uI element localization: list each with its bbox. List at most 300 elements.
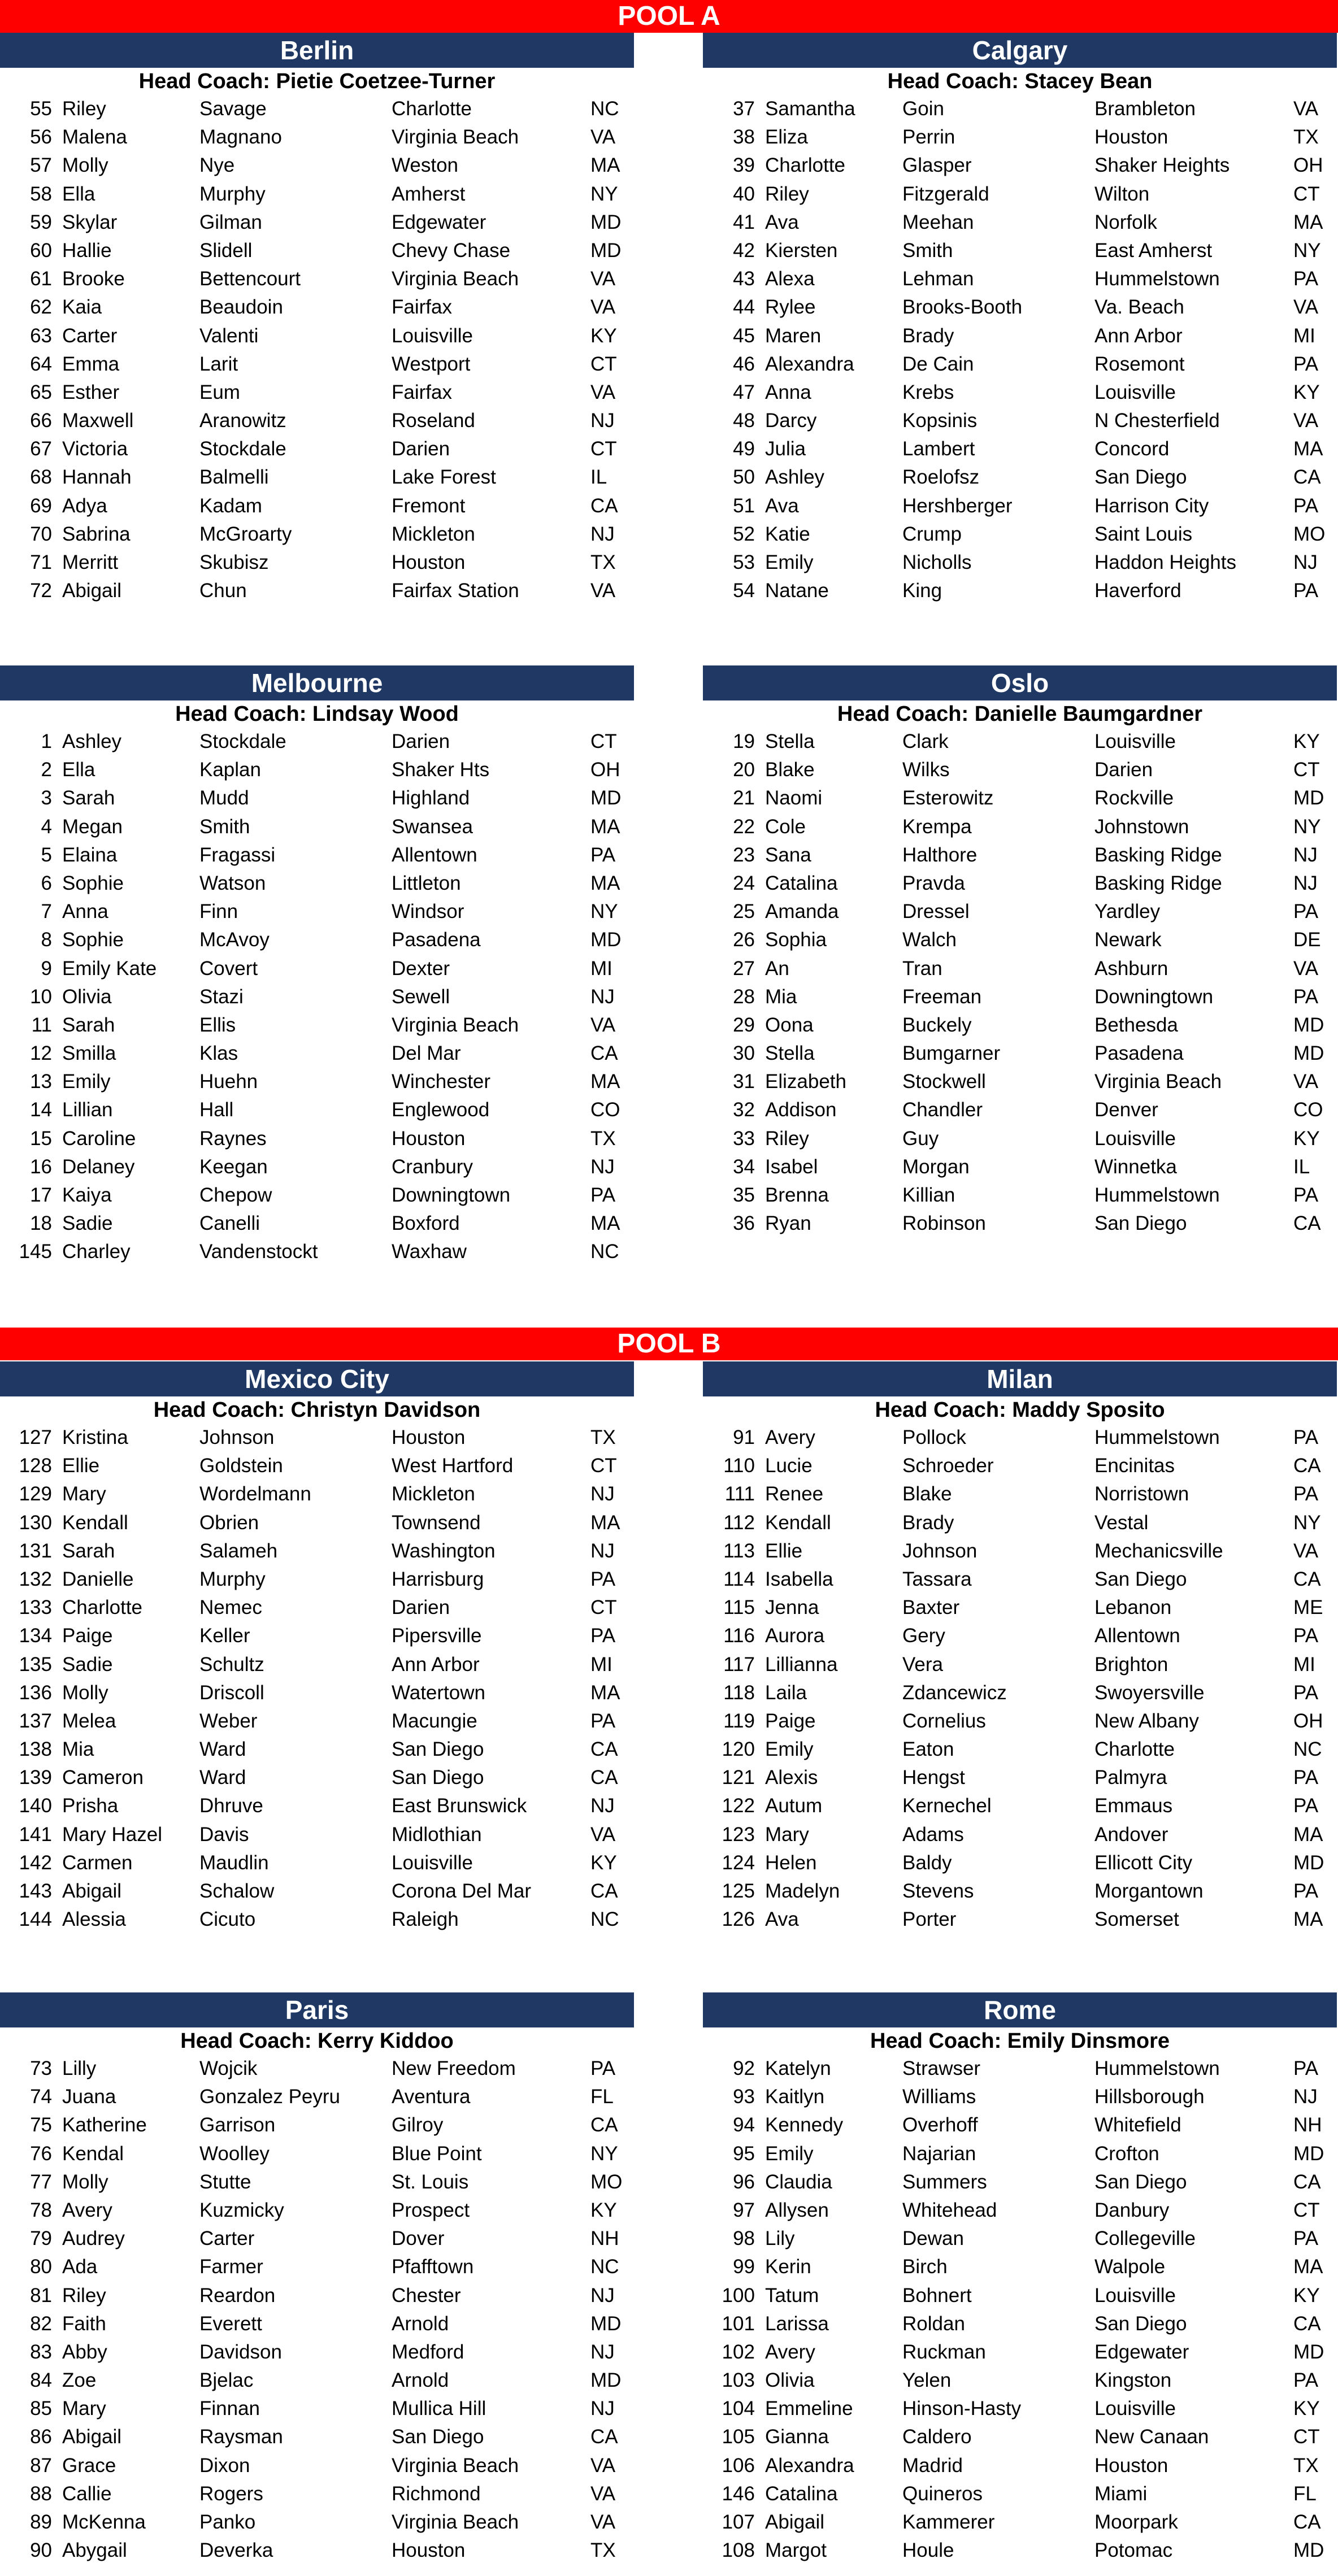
player-row <box>703 1480 1337 1508</box>
state: MD <box>590 787 622 810</box>
player-number: 68 <box>30 466 52 489</box>
player-number: 59 <box>30 211 52 233</box>
first-name: Claudia <box>765 2170 832 2193</box>
roster <box>0 95 634 605</box>
team-milan <box>703 1361 1337 1934</box>
first-name: Paige <box>62 1625 113 1647</box>
last-name: Kuzmicky <box>199 2199 284 2221</box>
first-name: Anna <box>62 900 108 923</box>
player-row <box>0 1651 634 1679</box>
player-number: 30 <box>733 1042 755 1065</box>
player-number: 103 <box>722 2369 755 2392</box>
state: NJ <box>590 523 615 545</box>
state: CA <box>1293 2312 1321 2335</box>
last-name: Killian <box>902 1184 955 1206</box>
player-number: 29 <box>733 1013 755 1036</box>
player-number: 98 <box>733 2227 755 2250</box>
roster <box>703 2055 1337 2565</box>
player-row <box>703 95 1337 123</box>
player-row <box>0 2055 634 2083</box>
last-name: Covert <box>199 957 258 980</box>
state: NJ <box>590 1539 615 1562</box>
last-name: Vandenstockt <box>199 1241 318 1263</box>
last-name: Beaudoin <box>199 296 283 319</box>
player-number: 120 <box>722 1738 755 1761</box>
last-name: Eaton <box>902 1738 954 1761</box>
state: MD <box>1293 2340 1324 2363</box>
city: Allentown <box>1094 1625 1180 1647</box>
last-name: Smith <box>902 239 953 262</box>
player-number: 37 <box>733 98 755 120</box>
state: PA <box>1293 1795 1319 1817</box>
team-name: Calgary <box>703 33 1337 68</box>
state: NC <box>590 98 619 120</box>
city: Mechanicsville <box>1094 1539 1223 1562</box>
city: Townsend <box>392 1511 481 1534</box>
first-name: Skylar <box>62 211 118 233</box>
player-row <box>703 1537 1337 1565</box>
first-name: Larissa <box>765 2312 829 2335</box>
player-number: 51 <box>733 494 755 517</box>
player-number: 95 <box>733 2142 755 2165</box>
city: Bethesda <box>1094 1013 1178 1036</box>
player-row <box>0 813 634 841</box>
state: MO <box>590 2170 623 2193</box>
player-number: 112 <box>723 1511 755 1534</box>
player-number: 139 <box>19 1766 52 1789</box>
player-number: 101 <box>722 2312 755 2335</box>
city: Collegeville <box>1094 2227 1196 2250</box>
first-name: Sabrina <box>62 523 131 545</box>
city: Chevy Chase <box>392 239 511 262</box>
city: San Diego <box>392 2426 484 2448</box>
first-name: Kaia <box>62 296 102 319</box>
player-row <box>0 123 634 151</box>
last-name: Blake <box>902 1483 952 1505</box>
first-name: Emily <box>765 1738 814 1761</box>
first-name: Charlotte <box>765 154 846 177</box>
player-row <box>0 2338 634 2366</box>
state: NJ <box>590 985 615 1008</box>
player-row <box>0 1905 634 1934</box>
state: CA <box>590 494 618 517</box>
first-name: Alexandra <box>765 2454 854 2477</box>
state: CT <box>1293 182 1320 205</box>
state: TX <box>590 1127 616 1150</box>
city: Ann Arbor <box>1094 324 1183 347</box>
player-row <box>0 1209 634 1238</box>
player-row <box>0 1039 634 1068</box>
player-row <box>703 2111 1337 2139</box>
state: VA <box>590 268 616 290</box>
last-name: Birch <box>902 2256 948 2278</box>
state: KY <box>1293 381 1320 403</box>
player-number: 20 <box>733 759 755 781</box>
last-name: Kadam <box>199 494 262 517</box>
last-name: Bettencourt <box>199 268 301 290</box>
state: CT <box>1293 2199 1320 2221</box>
city: Mickleton <box>392 523 475 545</box>
player-number: 43 <box>733 268 755 290</box>
last-name: Glasper <box>902 154 972 177</box>
city: Fremont <box>392 494 466 517</box>
player-row <box>703 2508 1337 2536</box>
last-name: Cornelius <box>902 1709 986 1732</box>
last-name: Stutte <box>199 2170 251 2193</box>
city: Brighton <box>1094 1653 1168 1676</box>
state: CA <box>590 2426 618 2448</box>
city: Swansea <box>392 815 473 838</box>
first-name: Mary <box>62 2397 106 2420</box>
last-name: Stockdale <box>199 730 286 752</box>
first-name: Sadie <box>62 1212 113 1235</box>
first-name: Smilla <box>62 1042 116 1065</box>
state: CA <box>590 1738 618 1761</box>
first-name: Anna <box>765 381 811 403</box>
roster <box>703 1424 1337 1934</box>
player-number: 91 <box>733 1426 755 1448</box>
last-name: Strawser <box>902 2057 981 2079</box>
state: PA <box>1293 1766 1319 1789</box>
last-name: Mudd <box>199 787 249 810</box>
state: NY <box>1293 815 1321 838</box>
player-number: 107 <box>722 2511 755 2533</box>
state: NH <box>590 2227 619 2250</box>
player-number: 111 <box>724 1483 755 1505</box>
last-name: Porter <box>902 1908 957 1931</box>
city: Basking Ridge <box>1094 843 1222 866</box>
player-row <box>0 1424 634 1452</box>
first-name: Ashley <box>765 466 825 489</box>
first-name: Emma <box>62 353 120 375</box>
first-name: Abigail <box>62 2426 122 2448</box>
first-name: Faith <box>62 2312 106 2335</box>
player-number: 138 <box>19 1738 52 1761</box>
last-name: Kopsinis <box>902 410 978 432</box>
state: CT <box>1293 759 1320 781</box>
last-name: Freeman <box>902 985 982 1008</box>
player-number: 126 <box>722 1908 755 1931</box>
player-number: 89 <box>30 2511 52 2533</box>
player-number: 88 <box>30 2482 52 2505</box>
player-row <box>0 784 634 812</box>
last-name: Nye <box>199 154 235 177</box>
city: Va. Beach <box>1094 296 1184 319</box>
state: NY <box>590 2142 618 2165</box>
player-number: 142 <box>19 1851 52 1874</box>
city: Louisville <box>1094 730 1176 752</box>
first-name: Jenna <box>765 1596 819 1619</box>
player-number: 135 <box>19 1653 52 1676</box>
first-name: Esther <box>62 381 120 403</box>
last-name: Brady <box>902 1511 954 1534</box>
last-name: Yelen <box>902 2369 952 2392</box>
city: San Diego <box>1094 466 1187 489</box>
state: CT <box>590 730 617 752</box>
last-name: Slidell <box>199 239 253 262</box>
first-name: Megan <box>62 815 123 838</box>
state: MI <box>1293 1653 1315 1676</box>
city: Johnstown <box>1094 815 1189 838</box>
state: NJ <box>590 1483 615 1505</box>
state: TX <box>590 2539 616 2562</box>
first-name: Ellie <box>62 1455 100 1477</box>
player-row <box>703 1849 1337 1877</box>
city: Del Mar <box>392 1042 461 1065</box>
player-row <box>0 2140 634 2168</box>
player-number: 65 <box>30 381 52 403</box>
player-row <box>0 869 634 898</box>
state: OH <box>1293 1709 1323 1732</box>
player-number: 102 <box>722 2340 755 2363</box>
state: MD <box>1293 1013 1324 1036</box>
player-row <box>703 1707 1337 1735</box>
city: Corona Del Mar <box>392 1880 532 1902</box>
player-row <box>0 1821 634 1849</box>
last-name: King <box>902 580 942 602</box>
first-name: Melea <box>62 1709 116 1732</box>
state: CA <box>1293 466 1321 489</box>
player-row <box>0 898 634 926</box>
city: Charlotte <box>1094 1738 1175 1761</box>
state: NJ <box>1293 2086 1318 2108</box>
player-row <box>703 1679 1337 1707</box>
player-row <box>703 180 1337 208</box>
player-number: 145 <box>19 1241 52 1263</box>
player-row <box>703 2536 1337 2565</box>
city: Englewood <box>392 1099 490 1121</box>
first-name: Carmen <box>62 1851 133 1874</box>
player-number: 63 <box>30 324 52 347</box>
state: KY <box>1293 1127 1320 1150</box>
city: Houston <box>1094 2454 1168 2477</box>
city: Norfolk <box>1094 211 1157 233</box>
player-row <box>703 407 1337 435</box>
last-name: Zdancewicz <box>902 1681 1007 1704</box>
state: MA <box>590 1681 620 1704</box>
player-number: 35 <box>733 1184 755 1206</box>
player-row <box>0 1238 634 1266</box>
first-name: Blake <box>765 759 815 781</box>
state: FL <box>1293 2482 1317 2505</box>
last-name: Balmelli <box>199 466 269 489</box>
player-row <box>0 2536 634 2565</box>
first-name: Lily <box>765 2227 795 2250</box>
state: FL <box>590 2086 614 2108</box>
city: Charlotte <box>392 98 472 120</box>
city: Vestal <box>1094 1511 1149 1534</box>
player-row <box>0 841 634 869</box>
first-name: Ada <box>62 2256 98 2278</box>
last-name: Lehman <box>902 268 974 290</box>
player-number: 82 <box>30 2312 52 2335</box>
player-number: 23 <box>733 843 755 866</box>
state: MI <box>1293 324 1315 347</box>
city: Hummelstown <box>1094 1426 1220 1448</box>
state: TX <box>590 1426 616 1448</box>
state: VA <box>590 580 616 602</box>
last-name: Wordelmann <box>199 1483 311 1505</box>
city: Miami <box>1094 2482 1148 2505</box>
first-name: Molly <box>62 1681 108 1704</box>
player-row <box>703 1153 1337 1181</box>
player-number: 96 <box>733 2170 755 2193</box>
team-berlin <box>0 33 634 605</box>
first-name: Emily Kate <box>62 957 157 980</box>
city: Basking Ridge <box>1094 872 1222 894</box>
state: MA <box>590 154 620 177</box>
player-row <box>703 926 1337 954</box>
state: CA <box>1293 1212 1321 1235</box>
city: Virginia Beach <box>392 268 519 290</box>
state: CT <box>1293 2426 1320 2448</box>
player-number: 39 <box>733 154 755 177</box>
player-row <box>703 2480 1337 2508</box>
city: Brambleton <box>1094 98 1196 120</box>
player-number: 77 <box>30 2170 52 2193</box>
player-row <box>703 1068 1337 1096</box>
player-number: 40 <box>733 182 755 205</box>
player-number: 86 <box>30 2426 52 2448</box>
first-name: Caroline <box>62 1127 136 1150</box>
last-name: Buckely <box>902 1013 972 1036</box>
player-number: 108 <box>722 2539 755 2562</box>
first-name: Riley <box>62 2284 106 2307</box>
city: Cranbury <box>392 1155 473 1178</box>
player-row <box>703 1509 1337 1537</box>
state: NY <box>1293 239 1321 262</box>
state: ME <box>1293 1596 1323 1619</box>
first-name: Merritt <box>62 551 119 573</box>
city: Morgantown <box>1094 1880 1204 1902</box>
last-name: Keegan <box>199 1155 268 1178</box>
player-number: 17 <box>30 1184 52 1206</box>
player-row <box>0 151 634 180</box>
city: Palmyra <box>1094 1766 1167 1789</box>
player-row <box>703 1452 1337 1480</box>
first-name: Abigail <box>765 2511 825 2533</box>
head-coach: Head Coach: Christyn Davidson <box>153 1398 481 1422</box>
last-name: Meehan <box>902 211 974 233</box>
first-name: Mary <box>62 1483 106 1505</box>
player-number: 62 <box>30 296 52 319</box>
city: Darien <box>392 730 450 752</box>
player-number: 58 <box>30 182 52 205</box>
city: Houston <box>1094 126 1168 149</box>
player-row <box>0 756 634 784</box>
head-coach: Head Coach: Stacey Bean <box>887 69 1153 93</box>
first-name: Hallie <box>62 239 112 262</box>
player-row <box>703 2225 1337 2253</box>
last-name: Keller <box>199 1625 250 1647</box>
city: Dover <box>392 2227 445 2250</box>
city: Houston <box>392 1426 466 1448</box>
state: MI <box>590 1653 612 1676</box>
state: PA <box>590 2057 616 2079</box>
city: Roseland <box>392 410 475 432</box>
player-row <box>703 1821 1337 1849</box>
city: Darien <box>392 438 450 460</box>
last-name: Valenti <box>199 324 259 347</box>
last-name: Kaplan <box>199 759 261 781</box>
player-row <box>0 1125 634 1153</box>
first-name: Aurora <box>765 1625 825 1647</box>
player-number: 8 <box>41 929 52 951</box>
player-number: 54 <box>733 580 755 602</box>
first-name: Sophia <box>765 929 827 951</box>
city: Raleigh <box>392 1908 459 1931</box>
state: PA <box>1293 985 1319 1008</box>
last-name: Farmer <box>199 2256 263 2278</box>
last-name: Tassara <box>902 1568 972 1590</box>
player-row <box>0 1735 634 1764</box>
first-name: Gianna <box>765 2426 829 2448</box>
first-name: Cole <box>765 815 806 838</box>
player-row <box>0 1452 634 1480</box>
city: Andover <box>1094 1823 1168 1846</box>
state: MD <box>590 239 622 262</box>
first-name: Maxwell <box>62 410 134 432</box>
pool-a-header: POOL A <box>0 0 1338 33</box>
first-name: Charley <box>62 1241 131 1263</box>
first-name: Lillian <box>62 1099 113 1121</box>
first-name: Molly <box>62 2170 108 2193</box>
city: Weston <box>392 154 459 177</box>
player-number: 27 <box>733 957 755 980</box>
first-name: Carter <box>62 324 118 347</box>
team-name: Oslo <box>703 665 1337 700</box>
state: NJ <box>590 1795 615 1817</box>
state: VA <box>590 2511 616 2533</box>
first-name: Ava <box>765 211 799 233</box>
player-row <box>0 2253 634 2281</box>
player-number: 48 <box>733 410 755 432</box>
city: Mullica Hill <box>392 2397 486 2420</box>
first-name: Mary <box>765 1823 809 1846</box>
state: NC <box>1293 1738 1322 1761</box>
last-name: Hall <box>199 1099 234 1121</box>
player-row <box>703 2310 1337 2338</box>
last-name: Roelofsz <box>902 466 980 489</box>
player-row <box>0 1068 634 1096</box>
player-row <box>703 2083 1337 2111</box>
first-name: Renee <box>765 1483 824 1505</box>
state: CA <box>1293 1568 1321 1590</box>
last-name: Williams <box>902 2086 976 2108</box>
player-row <box>0 407 634 435</box>
first-name: Kennedy <box>765 2114 844 2136</box>
player-number: 123 <box>722 1823 755 1846</box>
state: NY <box>590 900 618 923</box>
first-name: Avery <box>765 1426 815 1448</box>
first-name: Tatum <box>765 2284 819 2307</box>
city: Whitefield <box>1094 2114 1181 2136</box>
state: VA <box>590 1013 616 1036</box>
first-name: Avery <box>765 2340 815 2363</box>
state: KY <box>590 2199 617 2221</box>
last-name: Panko <box>199 2511 256 2533</box>
player-number: 26 <box>733 929 755 951</box>
city: Edgewater <box>392 211 486 233</box>
first-name: Darcy <box>765 410 817 432</box>
first-name: Kaitlyn <box>765 2086 825 2108</box>
last-name: Ruckman <box>902 2340 986 2363</box>
first-name: Emily <box>765 2142 814 2165</box>
first-name: Emily <box>765 551 814 573</box>
player-row <box>0 1877 634 1905</box>
player-row <box>0 463 634 491</box>
first-name: Prisha <box>62 1795 119 1817</box>
